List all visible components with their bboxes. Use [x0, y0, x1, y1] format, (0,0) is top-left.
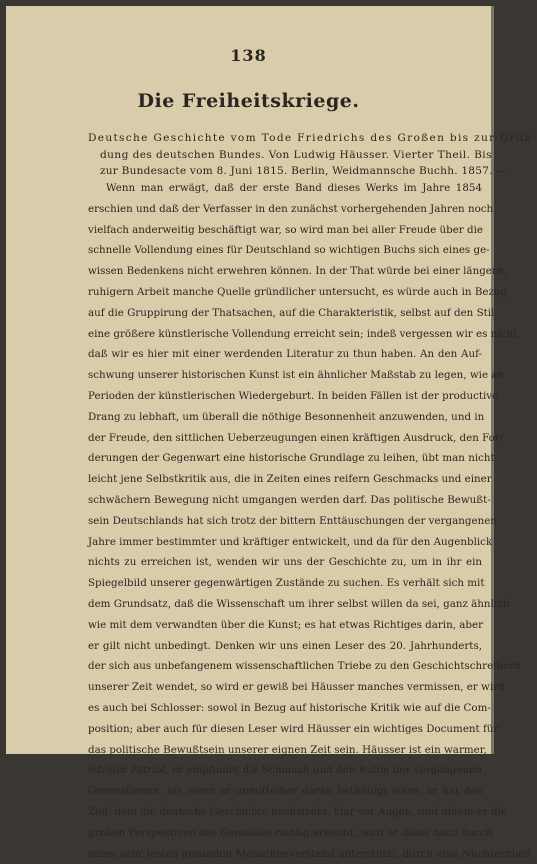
body-line: Ziel, dem die deutsche Geschichte nachstrebt, klar vor Augen, und indem er die — [88, 802, 482, 823]
body-line: Drang zu lebhaft, um überall die nöthige Besonnenheit anzuwenden, und in — [88, 407, 482, 428]
biblio-line: zur Bundesacte vom 8. Juni 1815. Berlin, Weidmannsche Buchh. 1857. — — [88, 163, 482, 180]
body-line: derungen der Gegenwart eine historische Grundlage zu leihen, übt man nicht — [88, 448, 482, 469]
body-text — [88, 178, 482, 864]
body-line: das politische Bewußtsein unserer eignen Zeit sein. Häusser ist ein warmer, — [88, 740, 482, 761]
body-line: schwung unserer historischen Kunst ist ein ähnlicher Maßstab zu legen, wie an — [88, 365, 482, 386]
body-line: dem Grundsatz, daß die Wissenschaft um ihrer selbst willen da sei, ganz ähnlich — [88, 594, 482, 615]
page-number: 138 — [6, 46, 491, 65]
body-line: Spiegelbild unserer gegenwärtigen Zustände zu suchen. Es verhält sich mit — [88, 573, 482, 594]
body-line: nichts zu erreichen ist, wenden wir uns der Geschichte zu, um in ihr ein — [88, 552, 482, 573]
body-line: schnelle Vollendung eines für Deutschland so wichtigen Buchs sich eines ge- — [88, 240, 482, 261]
body-line: der sich aus unbefangenem wissenschaftlichen Triebe zu den Geschichtschreibern — [88, 656, 482, 677]
body-line: erschien und daß der Verfasser in den zunächst vorhergehenden Jahren noch — [88, 199, 482, 220]
body-line: Jahre immer bestimmter und kräftiger entwickelt, und da für den Augenblick — [88, 532, 482, 553]
body-line: sein Deutschlands hat sich trotz der bittern Enttäuschungen der vergangenen — [88, 511, 482, 532]
body-line: wissen Bedenkens nicht erwehren können. In der That würde bei einer längern, — [88, 261, 482, 282]
body-line: es auch bei Schlosser: sowol in Bezug auf historische Kritik wie auf die Com- — [88, 698, 482, 719]
body-line: auf die Gruppirung der Thatsachen, auf die Charakteristik, selbst auf den Stil — [88, 303, 482, 324]
body-line: der Freude, den sittlichen Ueberzeugungen einen kräftigen Ausdruck, den For- — [88, 428, 482, 449]
bibliographic-reference — [88, 130, 482, 180]
body-line: position; aber auch für diesen Leser wird Häusser ein wichtiges Document für — [88, 719, 482, 740]
body-line: er gilt nicht unbedingt. Denken wir uns einen Leser des 20. Jahrhunderts, — [88, 636, 482, 657]
body-line: ruhigern Arbeit manche Quelle gründlicher untersucht, es würde auch in Bezug — [88, 282, 482, 303]
biblio-line: Deutsche Geschichte vom Tode Friedrichs des Großen bis zur Grün- — [88, 130, 482, 147]
body-line: daß wir es hier mit einer werdenden Literatur zu thun haben. An den Auf- — [88, 344, 482, 365]
body-line: eine größere künstlerische Vollendung erreicht sein; indeß vergessen wir es nicht, — [88, 324, 482, 345]
body-line: vielfach anderweitig beschäftigt war, so wird man bei aller Freude über die — [88, 220, 482, 241]
biblio-line: dung des deutschen Bundes. Von Ludwig Häusser. Vierter Theil. Bis — [88, 147, 482, 164]
article-title: Die Freiheitskriege. — [6, 90, 491, 112]
body-line: Wenn man erwägt, daß der erste Band dieses Werks im Jahre 1854 — [88, 178, 482, 199]
body-line: eifriger Patriot, er empfindet die Schmach und den Ruhm der vergangenen — [88, 760, 482, 781]
body-line: großen Perspectiven des Gemäldes richtig erkennt, wird er dabei noch durch — [88, 823, 482, 844]
body-line: wie mit dem verwandten über die Kunst; es hat etwas Richtiges darin, aber — [88, 615, 482, 636]
body-line: schwächern Bewegung nicht umgangen werden darf. Das politische Bewußt- — [88, 490, 482, 511]
book-page — [6, 6, 494, 754]
body-line: Generationen, als wenn er unmittelbar daran betheiligt wäre, er hat das — [88, 781, 482, 802]
body-line: leicht jene Selbstkritik aus, die in Zeiten eines reifern Geschmacks und einer — [88, 469, 482, 490]
body-line: unserer Zeit wendet, so wird er gewiß bei Häusser manches vermissen, er wird — [88, 677, 482, 698]
body-line: einen sehr festen gesunden Menschenverstand unterstützt, durch eine Nüchternheit — [88, 844, 482, 864]
body-line: Perioden der künstlerischen Wiedergeburt. In beiden Fällen ist der productive — [88, 386, 482, 407]
